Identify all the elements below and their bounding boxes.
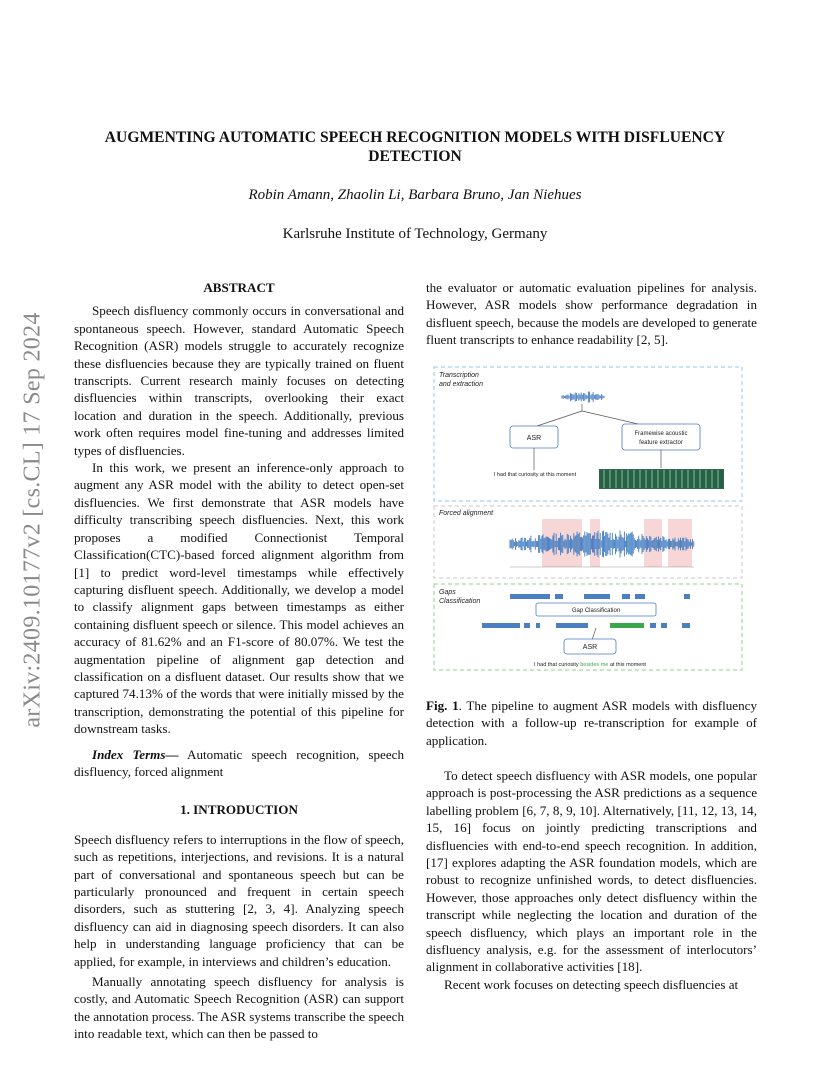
arrow-line [537,411,582,426]
arxiv-sidebar [8,285,58,755]
panel3-label-line1: Gaps [439,589,456,596]
index-terms-text: Automatic speech recognition, speech disfluency, forced alignment [74,746,404,779]
index-terms-label: Index Terms— [92,746,179,762]
panel1-label-line2: and extraction [439,381,483,388]
transcript-2: I had that curiosity besides me at this moment [534,662,646,668]
extractor-label-line2: feature extractor [639,440,683,446]
audio-waveform-icon [562,392,604,403]
caption-label: Fig. 1 [426,698,459,713]
intro-heading: 1. INTRODUCTION [180,802,298,818]
body-text: focus on jointly predicting transcriptions and disfluencies with end-to-end speech recognition. In addition, [426,820,757,853]
gap-classification-label: Gap Classification [571,608,621,614]
alignment-waveform [510,531,694,558]
citation-link[interactable]: [6, 7, 8, 9, 10] [522,802,597,818]
transcript-1: I had that curiosity at this moment [493,472,577,478]
body-text: explores adapting the ASR foundation models, which are robust to recognize unfinished words, to detect disfluencies. However, those approaches only detect disfluency within the transcript while neglecting the location and duration of the speech disfluency, which plays an important role in the disfluency analysis, e.g. for the assessment of interlocutors’ alignment in collaborative activities [426,855,757,975]
arrow-line [592,628,596,640]
abstract-paragraph-1: Speech disfluency commonly occurs in conversational and spontaneous speech. However, standard Automatic Speech Recognition (ASR) models struggle to accurately recognize these disfluencies because they are typically trained on fluent transcripts. Current research mainly focuses on detecting disfluencies within transcripts, overlooking their exact location and duration in the speech. Additionally, previous work often requires model fine-tuning and addresses limited types of disfluencies. [74,303,404,458]
left-column [74,279,404,1043]
segment-bar-top [510,594,690,599]
panel2-label: Forced alignment [439,510,494,517]
caption-text: . The pipeline to augment ASR models with disfluency detection with a follow-up re-transcription for example of application. [426,698,757,748]
body-text: . [664,332,669,348]
abstract-paragraph-2 [74,459,404,738]
figure-1 [432,364,746,674]
body-text: . [639,959,643,975]
citation-link[interactable]: [2, 5] [636,332,665,348]
asr-box-label: ASR [526,435,542,442]
body-paragraph-2: Recent work focuses on detecting speech disfluencies at [444,976,739,992]
body-text: . Alternatively, [596,802,678,818]
right-column-top [426,279,757,349]
affiliation: Karlsruhe Institute of Technology, Germany [282,226,548,242]
citation-link[interactable]: [11, 12, 13, 14, 15, 16] [426,802,757,836]
intro-paragraph-2: Manually annotating speech disfluency for analysis is costly, and Automatic Speech Recognition (ASR) can support the annotation process. The ASR systems transcribe the speech into readable text, which can then be passed to [74,974,404,1042]
citation-link[interactable]: [1] [74,564,90,580]
pipeline-diagram [432,364,746,674]
abstract-heading: ABSTRACT [203,280,275,295]
citation-link[interactable]: [17] [426,855,448,871]
body-text: To detect speech disfluency with ASR models, one popular approach is post-processing the ASR predictions as a sequence labelling problem [426,768,757,818]
abstract-text: to predict word-level timestamps while effectively capturing disfluent speech. Additionally, we develop a model to classify alignment gaps between timestamps as either containing disfluent speech or silence. This model achieves an accuracy of 81.62% and an F1-score of 80.07%. We test the augmentation pipeline of alignment gap detection and classification on a disfluent dataset. Our results show that we captured 74.13% of the words that were initially missed by the transcription, demonstrating the potential of this pipeline for downstream tasks. [74,564,404,737]
arxiv-identifier: arXiv:2409.10177v2 [cs.CL] 17 Sep 2024 [19,312,46,728]
intro-paragraph-1 [74,831,404,970]
body-paragraph-1 [426,767,757,976]
right-column-body [426,767,757,993]
paper-title: AUGMENTING AUTOMATIC SPEECH RECOGNITION MODELS WITH DISFLUENCY DETECTION [104,129,726,165]
extractor-box [622,424,700,450]
citation-link[interactable]: [2, 3, 4] [243,901,295,917]
index-terms [74,746,404,781]
citation-link[interactable]: [18] [617,959,640,975]
author-list: Robin Amann, Zhaolin Li, Barbara Bruno, Jan Niehues [248,187,582,203]
panel1-label-line1: Transcription [439,372,479,379]
intro-text: . Analyzing speech disfluency can aid in diagnosing speech disorders. It can also help in understanding language proficiency that can be applied, for example, in interviews and children’s education. [74,901,404,969]
abstract-text: In this work, we present an inference-only approach to augment any ASR model with the ability to detect open-set disfluencies. We first demonstrate that ASR models have difficulty transcribing speech disfluencies. Next, this work proposes a modified Connectionist Temporal Classification(CTC)-based forced alignment algorithm from [74,460,404,563]
segment-bar-bottom [482,623,690,628]
body-text: the evaluator or automatic evaluation pipelines for analysis. However, ASR models show performance degradation in disfluent speech, because the models are developed to generate fluent transcripts to enhance readability [426,280,757,348]
extractor-label-line1: Framewise acoustic [634,431,688,437]
continued-paragraph [426,279,757,349]
panel3-label-line2: Classification [439,598,481,605]
asr2-label: ASR [582,644,598,651]
figure-caption [426,697,757,749]
intro-text: Speech disfluency refers to interruptions in the flow of speech, such as repetitions, interjections, and revisions. It is a natural part of conversational and spontaneous speech but can be particularly pronounced and frequent in certain speech disorders, such as stuttering [74,831,404,917]
